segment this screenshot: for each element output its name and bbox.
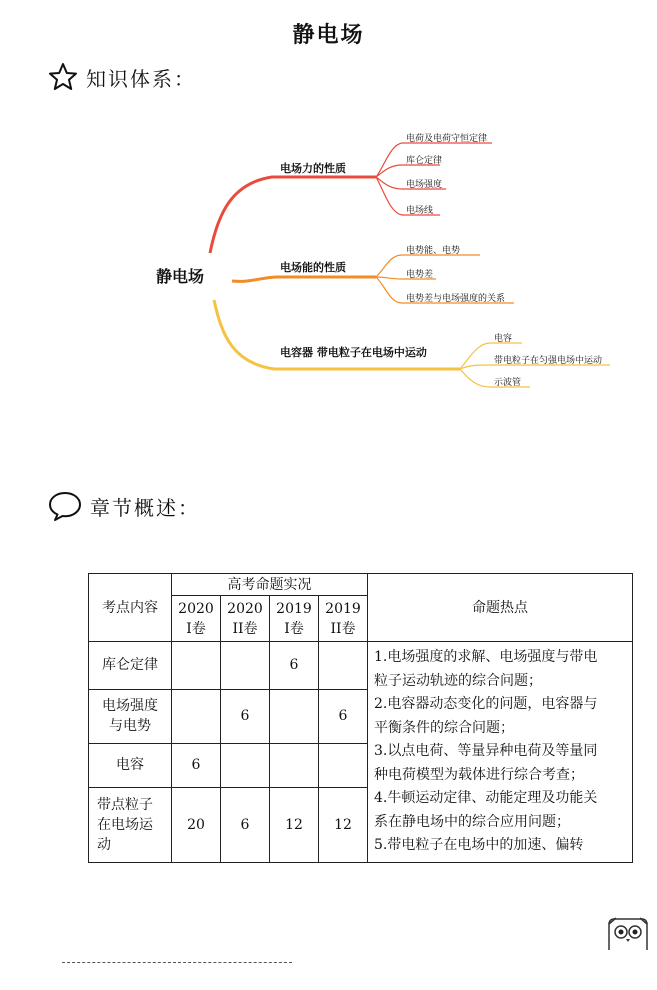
row-value bbox=[221, 743, 270, 787]
owl-icon bbox=[606, 916, 650, 952]
section-overview-label: 章节概述： bbox=[90, 495, 200, 520]
hot-line: 5.带电粒子在电场中的加速、偏转 bbox=[374, 837, 584, 853]
year-header-4: 2019 II卷 bbox=[319, 596, 368, 642]
row-value: 6 bbox=[319, 689, 368, 743]
section-overview-heading bbox=[48, 490, 200, 522]
row-name: 电场强度与电势 bbox=[89, 689, 172, 743]
row-value: 6 bbox=[270, 642, 319, 690]
row-value bbox=[270, 743, 319, 787]
hot-line: 粒子运动轨迹的综合问题； bbox=[374, 672, 542, 689]
hot-line: 4.牛顿运动定律、动能定理及功能关 bbox=[374, 790, 598, 806]
hot-topics-cell bbox=[368, 642, 633, 863]
leaf-3-3: 示波管 bbox=[494, 378, 522, 388]
row-value bbox=[319, 743, 368, 787]
branch-line-2 bbox=[232, 277, 376, 281]
row-value bbox=[172, 642, 221, 690]
leaf-2-2: 电势差 bbox=[406, 270, 434, 280]
year-header-2: 2020 II卷 bbox=[221, 596, 270, 642]
hot-line: 平衡条件的综合问题； bbox=[374, 719, 514, 736]
header-point: 考点内容 bbox=[89, 574, 172, 642]
hot-line: 3.以点电荷、等量异种电荷及等量同 bbox=[374, 743, 598, 759]
hot-line: 种电荷模型为载体进行综合考查； bbox=[374, 766, 584, 783]
section-knowledge-heading bbox=[48, 62, 196, 92]
exam-overview-table bbox=[88, 573, 633, 863]
hot-line: 2.电容器动态变化的问题，电容器与 bbox=[374, 696, 598, 712]
header-group: 高考命题实况 bbox=[172, 574, 368, 596]
row-value bbox=[221, 642, 270, 690]
row-value bbox=[172, 689, 221, 743]
speech-bubble-icon bbox=[48, 490, 82, 522]
year-header-1: 2020 I卷 bbox=[172, 596, 221, 642]
row-value: 6 bbox=[221, 689, 270, 743]
mindmap-root: 静电场 bbox=[156, 267, 205, 286]
leaf-3-1: 电容 bbox=[494, 334, 513, 344]
row-value bbox=[319, 642, 368, 690]
leaf-1-3: 电场强度 bbox=[406, 180, 443, 190]
hot-line: 1.电场强度的求解、电场强度与带电 bbox=[374, 649, 598, 665]
leaf-2-3: 电势差与电场强度的关系 bbox=[406, 294, 506, 304]
leaf-3-2: 带电粒子在匀强电场中运动 bbox=[494, 356, 603, 366]
branch-label-3: 电容器 带电粒子在电场中运动 bbox=[280, 346, 427, 359]
row-value: 12 bbox=[270, 787, 319, 862]
header-hot: 命题热点 bbox=[368, 574, 633, 642]
row-name: 库仑定律 bbox=[89, 642, 172, 690]
year-header-3: 2019 I卷 bbox=[270, 596, 319, 642]
row-value bbox=[270, 689, 319, 743]
row-value: 20 bbox=[172, 787, 221, 862]
row-name: 电容 bbox=[89, 743, 172, 787]
section-knowledge-label: 知识体系： bbox=[86, 66, 196, 91]
mind-map bbox=[140, 125, 620, 395]
branch-label-1: 电场力的性质 bbox=[280, 162, 346, 175]
row-value: 12 bbox=[319, 787, 368, 862]
leaf-1-2: 库仑定律 bbox=[406, 156, 443, 166]
leaf-2-1: 电势能、电势 bbox=[406, 246, 461, 256]
hot-line: 系在静电场中的综合应用问题； bbox=[374, 813, 570, 830]
branch-line-1 bbox=[210, 177, 376, 253]
branch-label-2: 电场能的性质 bbox=[280, 261, 346, 274]
leaf-1-1: 电荷及电荷守恒定律 bbox=[406, 134, 488, 144]
page-title: 静电场 bbox=[292, 23, 365, 48]
row-value: 6 bbox=[221, 787, 270, 862]
row-name: 带点粒子在电场运动 bbox=[89, 787, 172, 862]
table-row bbox=[89, 642, 633, 690]
branch-1-leaf-lines bbox=[376, 143, 492, 215]
leaf-1-4: 电场线 bbox=[406, 206, 434, 216]
star-icon bbox=[48, 62, 78, 92]
footer-divider bbox=[62, 962, 292, 963]
row-value: 6 bbox=[172, 743, 221, 787]
